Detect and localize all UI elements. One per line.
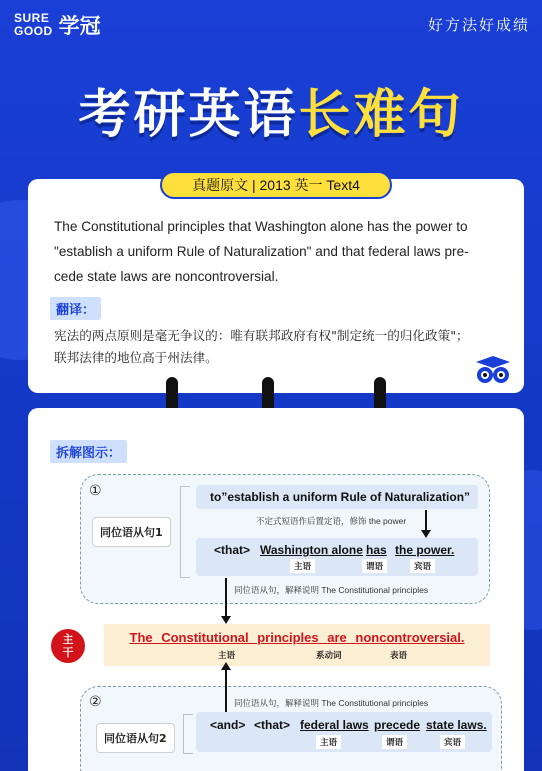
arrow-line xyxy=(225,668,227,712)
owl-mascot-icon xyxy=(474,355,512,385)
clause1-number: ① xyxy=(89,483,102,499)
brand-logo xyxy=(14,10,101,40)
bracket xyxy=(183,714,193,754)
arrow-down-icon xyxy=(421,530,431,538)
clause1-infinitive-bar: to”establish a uniform Rule of Naturalization” xyxy=(196,485,478,509)
clause1-main-bar: <that> Washington alone has the power. xyxy=(196,538,478,576)
arrow-down-icon xyxy=(221,616,231,624)
clause2-object-tag: 宾语 xyxy=(440,735,465,749)
translation-text: 宪法的两点原则是毫无争议的：唯有联邦政府有权"制定统一的归化政策"； 联邦法律的地位高于州法律。 xyxy=(54,328,469,365)
main-linking-tag: 系动词 xyxy=(316,651,342,661)
clause2-number: ② xyxy=(89,694,102,710)
clause2-label: 同位语从句2 xyxy=(96,723,175,753)
main-predicative-tag: 表语 xyxy=(390,651,408,661)
clause1-note-bottom: 同位语从句，解释说明 The Constitutional principles xyxy=(234,585,429,595)
clause1-object-tag: 宾语 xyxy=(410,559,435,573)
arrow-line xyxy=(425,510,427,532)
logo-chinese: 学冠 xyxy=(58,14,101,38)
slogan: 好方法好成绩 xyxy=(427,16,530,34)
logo-english: SURE GOOD xyxy=(14,11,53,38)
breakdown-label: 拆解图示： xyxy=(50,440,127,463)
clause2-verb-tag: 谓语 xyxy=(382,735,407,749)
clause2-subject-tag: 主语 xyxy=(316,735,341,749)
title-yellow-part: 长难句 xyxy=(298,85,464,145)
bracket xyxy=(180,486,190,578)
main-subject-tag: 主语 xyxy=(218,651,236,661)
clause1-verb-tag: 谓语 xyxy=(362,559,387,573)
clause2-main-bar: <and> <that> federal laws precede state laws. xyxy=(196,712,492,752)
translation-label: 翻译： xyxy=(50,297,101,320)
clause1-subject-tag: 主语 xyxy=(290,559,315,573)
clause2-note-top: 同位语从句，解释说明 The Constitutional principles xyxy=(234,698,429,708)
main-clause-text: The Constitutional principles are noncontroversial. xyxy=(129,630,465,645)
clause1-note-top: 不定式短语作后置定语，修饰 the power xyxy=(256,516,407,526)
original-paragraph: The Constitutional principles that Washington alone has the power to "establish a uniform Rule of Naturalization" and that federal laws pre- cede state laws are noncontroversial. xyxy=(54,219,469,284)
title-white-part: 考研英语 xyxy=(78,85,299,145)
source-tag: 真题原文 | 2013 英一 Text4 xyxy=(160,171,392,199)
clause1-label: 同位语从句1 xyxy=(92,517,171,547)
page-title xyxy=(0,72,542,147)
arrow-line xyxy=(225,578,227,618)
main-clause-badge: 主干 xyxy=(51,629,85,663)
